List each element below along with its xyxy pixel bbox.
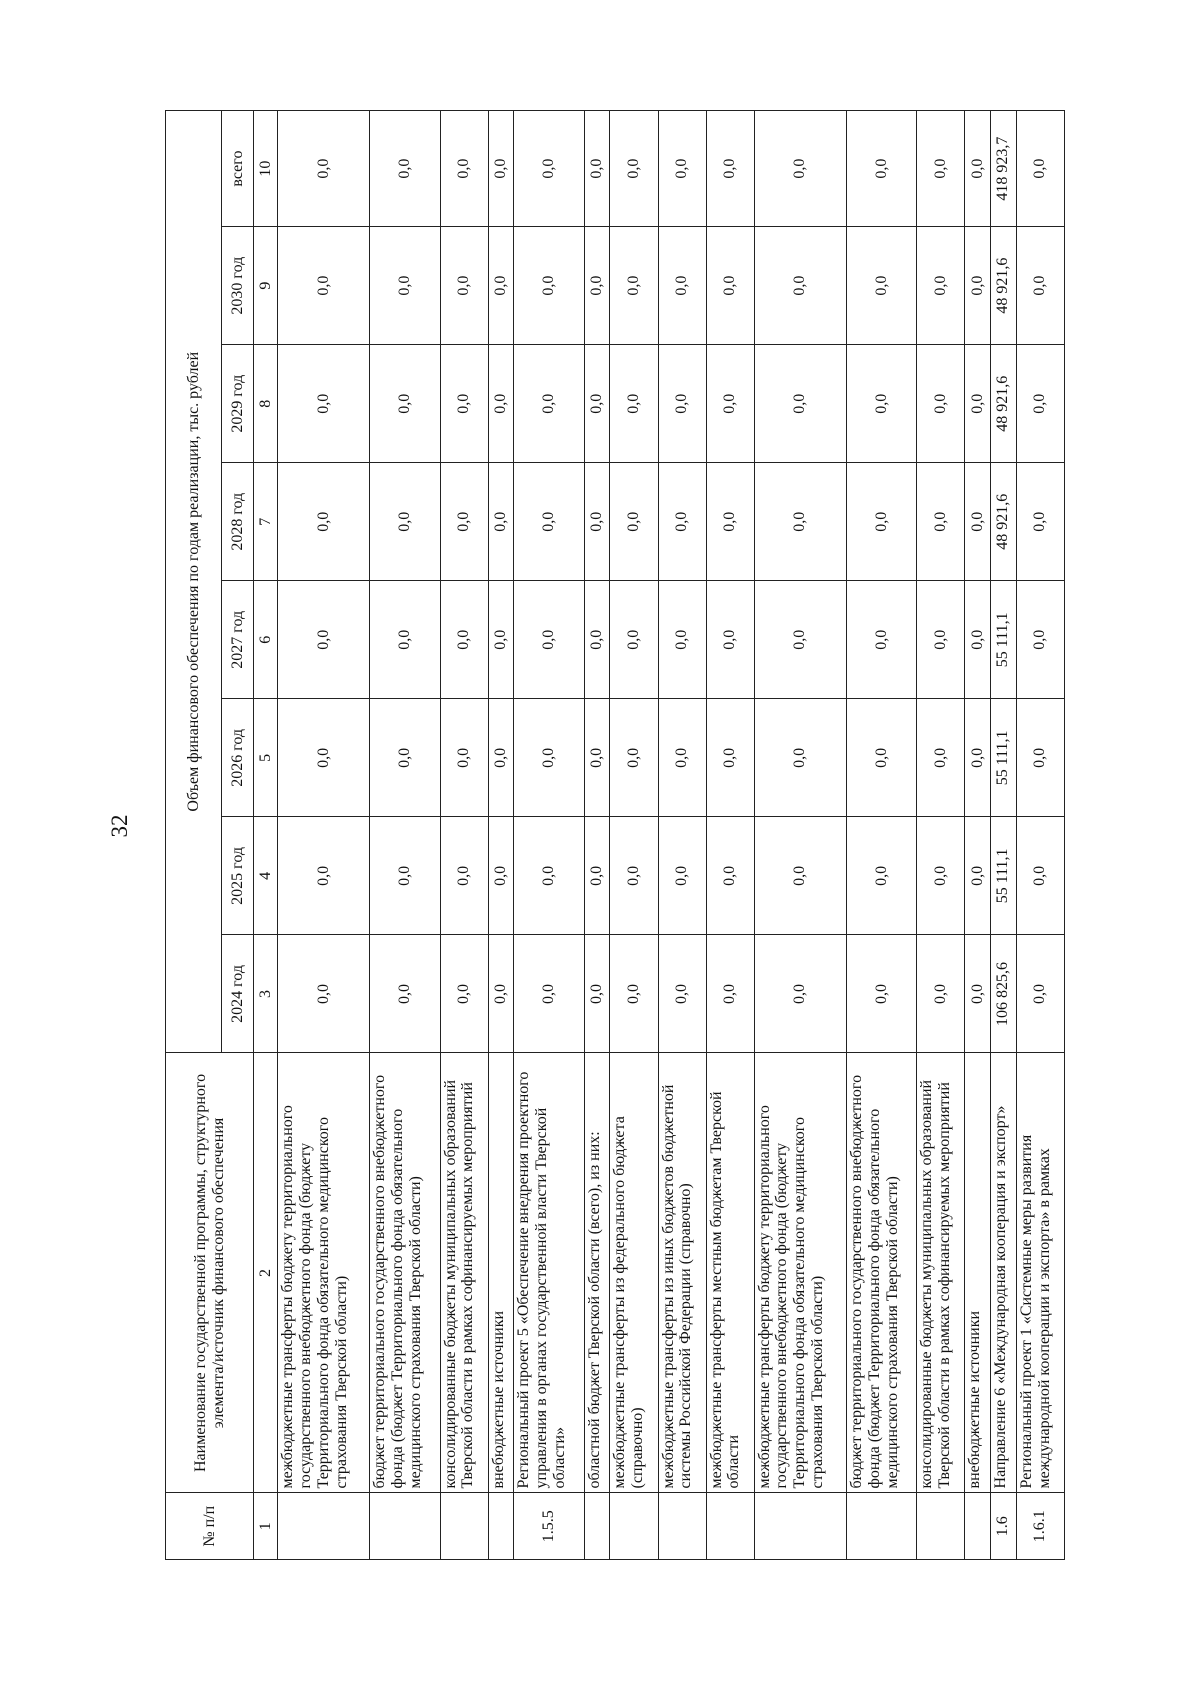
row-year-value: 0,0 (488, 227, 514, 345)
row-name: консолидированные бюджеты муниципальных образований Тверской области в рамках софинансируемых мероприятий (440, 1053, 488, 1493)
header-year: 2029 год (222, 345, 254, 463)
row-year-value: 0,0 (917, 935, 965, 1053)
row-year-value: 0,0 (846, 935, 916, 1053)
column-number: 2 (254, 1053, 278, 1493)
row-total-value: 0,0 (278, 111, 370, 227)
row-year-value: 0,0 (1016, 345, 1064, 463)
row-year-value: 0,0 (1016, 581, 1064, 699)
row-year-value: 0,0 (754, 345, 846, 463)
row-year-value: 0,0 (370, 699, 440, 817)
row-year-value: 0,0 (514, 227, 584, 345)
row-year-value: 0,0 (917, 227, 965, 345)
column-number: 4 (254, 817, 278, 935)
table-row (584, 111, 610, 1560)
row-year-value: 0,0 (846, 699, 916, 817)
row-year-value: 0,0 (584, 817, 610, 935)
row-year-value: 0,0 (1016, 227, 1064, 345)
row-year-value: 48 921,6 (990, 227, 1016, 345)
row-year-value: 0,0 (610, 699, 658, 817)
column-number: 10 (254, 111, 278, 227)
table-row (990, 111, 1016, 1560)
header-name: Наименование государственной программы, структурного элемента/источник финансового обеспечения (166, 1053, 254, 1493)
table-row (514, 111, 584, 1560)
row-total-value: 0,0 (754, 111, 846, 227)
row-number (440, 1493, 488, 1560)
row-year-value: 0,0 (917, 463, 965, 581)
table-rotation-frame (165, 110, 1065, 1560)
row-total-value: 0,0 (706, 111, 754, 227)
column-number: 1 (254, 1493, 278, 1560)
table-row (917, 111, 965, 1560)
row-year-value: 0,0 (1016, 699, 1064, 817)
table-row (278, 111, 370, 1560)
row-year-value: 0,0 (846, 345, 916, 463)
row-name: межбюджетные трансферты бюджету территориального государственного внебюджетного фонда (бюджету Территориального фонда обязательного медицинского страхования Тверской области) (754, 1053, 846, 1493)
row-total-value: 0,0 (1016, 111, 1064, 227)
row-number (370, 1493, 440, 1560)
row-name: межбюджетные трансферты из федерального бюджета (справочно) (610, 1053, 658, 1493)
row-name: внебюджетные источники (488, 1053, 514, 1493)
row-year-value: 0,0 (658, 463, 706, 581)
table-row (754, 111, 846, 1560)
row-total-value: 0,0 (917, 111, 965, 227)
column-number: 9 (254, 227, 278, 345)
row-name: межбюджетные трансферты местным бюджетам Тверской области (706, 1053, 754, 1493)
row-year-value: 0,0 (658, 699, 706, 817)
row-name: межбюджетные трансферты бюджету территориального государственного внебюджетного фонда (бюджету Территориального фонда обязательного медицинского страхования Тверской области) (278, 1053, 370, 1493)
table-row (440, 111, 488, 1560)
row-year-value: 0,0 (965, 817, 991, 935)
row-total-value: 0,0 (370, 111, 440, 227)
row-year-value: 0,0 (440, 581, 488, 699)
row-year-value: 0,0 (440, 935, 488, 1053)
header-total: всего (222, 111, 254, 227)
page-number: 32 (107, 814, 132, 838)
row-year-value: 0,0 (965, 227, 991, 345)
row-year-value: 0,0 (278, 699, 370, 817)
row-year-value: 0,0 (514, 699, 584, 817)
row-name: Региональный проект 5 «Обеспечение внедрения проектного управления в органах государственной власти Тверской области» (514, 1053, 584, 1493)
row-total-value: 0,0 (610, 111, 658, 227)
table-row (706, 111, 754, 1560)
row-number (706, 1493, 754, 1560)
row-year-value: 0,0 (278, 227, 370, 345)
row-year-value: 0,0 (706, 581, 754, 699)
row-name: бюджет территориального государственного внебюджетного фонда (бюджет Территориального фонда обязательного медицинского страхования Тверской области) (846, 1053, 916, 1493)
column-number: 7 (254, 463, 278, 581)
row-year-value: 0,0 (584, 581, 610, 699)
row-year-value: 0,0 (584, 345, 610, 463)
row-year-value: 0,0 (440, 699, 488, 817)
row-year-value: 0,0 (917, 345, 965, 463)
row-year-value: 0,0 (278, 345, 370, 463)
row-number (278, 1493, 370, 1560)
table-row (658, 111, 706, 1560)
column-number: 3 (254, 935, 278, 1053)
row-name: внебюджетные источники (965, 1053, 991, 1493)
row-number (658, 1493, 706, 1560)
row-year-value: 0,0 (917, 581, 965, 699)
row-year-value: 0,0 (965, 463, 991, 581)
row-year-value: 0,0 (278, 817, 370, 935)
row-name: Региональный проект 1 «Системные меры развития международной кооперации и экспорта» в рамках (1016, 1053, 1064, 1493)
row-year-value: 0,0 (846, 227, 916, 345)
row-number: 1.6.1 (1016, 1493, 1064, 1560)
row-year-value: 0,0 (965, 699, 991, 817)
row-name: Направление 6 «Международная кооперация и экспорт» (990, 1053, 1016, 1493)
row-total-value: 418 923,7 (990, 111, 1016, 227)
table-row (1016, 111, 1064, 1560)
row-year-value: 0,0 (370, 935, 440, 1053)
row-year-value: 0,0 (278, 581, 370, 699)
row-year-value: 0,0 (610, 345, 658, 463)
row-year-value: 0,0 (488, 581, 514, 699)
row-total-value: 0,0 (514, 111, 584, 227)
row-year-value: 0,0 (706, 463, 754, 581)
row-number (488, 1493, 514, 1560)
row-year-value: 0,0 (584, 935, 610, 1053)
row-year-value: 0,0 (846, 817, 916, 935)
row-year-value: 48 921,6 (990, 345, 1016, 463)
row-year-value: 106 825,6 (990, 935, 1016, 1053)
row-name: бюджет территориального государственного внебюджетного фонда (бюджет Территориального фонда обязательного медицинского страхования Тверской области) (370, 1053, 440, 1493)
row-total-value: 0,0 (658, 111, 706, 227)
row-number (846, 1493, 916, 1560)
row-year-value: 0,0 (514, 935, 584, 1053)
row-year-value: 0,0 (965, 345, 991, 463)
row-year-value: 0,0 (610, 227, 658, 345)
table-body (278, 111, 1065, 1560)
financing-table (165, 110, 1065, 1560)
row-year-value: 0,0 (706, 227, 754, 345)
header-year: 2027 год (222, 581, 254, 699)
row-year-value: 0,0 (610, 463, 658, 581)
row-total-value: 0,0 (584, 111, 610, 227)
row-year-value: 0,0 (488, 463, 514, 581)
row-total-value: 0,0 (965, 111, 991, 227)
header-year: 2028 год (222, 463, 254, 581)
header-num: № п/п (166, 1493, 254, 1560)
row-year-value: 0,0 (754, 817, 846, 935)
header-year: 2030 год (222, 227, 254, 345)
row-year-value: 0,0 (514, 345, 584, 463)
row-number (965, 1493, 991, 1560)
row-year-value: 0,0 (488, 699, 514, 817)
row-year-value: 0,0 (658, 817, 706, 935)
row-year-value: 0,0 (584, 227, 610, 345)
row-year-value: 0,0 (706, 935, 754, 1053)
row-year-value: 0,0 (706, 699, 754, 817)
row-year-value: 0,0 (1016, 463, 1064, 581)
row-year-value: 0,0 (754, 227, 846, 345)
row-year-value: 0,0 (965, 581, 991, 699)
row-year-value: 0,0 (754, 463, 846, 581)
row-number (584, 1493, 610, 1560)
column-number: 5 (254, 699, 278, 817)
row-total-value: 0,0 (440, 111, 488, 227)
row-year-value: 0,0 (488, 345, 514, 463)
row-year-value: 0,0 (754, 699, 846, 817)
row-year-value: 0,0 (754, 581, 846, 699)
row-year-value: 48 921,6 (990, 463, 1016, 581)
row-year-value: 0,0 (706, 345, 754, 463)
row-year-value: 0,0 (658, 581, 706, 699)
row-year-value: 0,0 (965, 935, 991, 1053)
header-year: 2025 год (222, 817, 254, 935)
row-number (917, 1493, 965, 1560)
row-year-value: 0,0 (514, 463, 584, 581)
row-total-value: 0,0 (846, 111, 916, 227)
row-year-value: 0,0 (917, 699, 965, 817)
row-year-value: 0,0 (278, 935, 370, 1053)
row-number: 1.6 (990, 1493, 1016, 1560)
row-year-value: 0,0 (658, 935, 706, 1053)
row-number (610, 1493, 658, 1560)
row-year-value: 0,0 (514, 581, 584, 699)
row-year-value: 0,0 (917, 817, 965, 935)
row-number: 1.5.5 (514, 1493, 584, 1560)
row-year-value: 0,0 (440, 463, 488, 581)
header-financing-group: Объем финансового обеспечения по годам реализации, тыс. рублей (166, 111, 222, 1053)
row-year-value: 0,0 (440, 345, 488, 463)
table-row (610, 111, 658, 1560)
column-numbers-row (254, 111, 278, 1560)
row-year-value: 0,0 (584, 699, 610, 817)
row-year-value: 55 111,1 (990, 699, 1016, 817)
row-year-value: 0,0 (440, 227, 488, 345)
row-name: межбюджетные трансферты из иных бюджетов бюджетной системы Российской Федерации (справочно) (658, 1053, 706, 1493)
row-year-value: 0,0 (370, 345, 440, 463)
row-year-value: 0,0 (610, 935, 658, 1053)
row-year-value: 0,0 (370, 227, 440, 345)
header-year: 2024 год (222, 935, 254, 1053)
table-row (488, 111, 514, 1560)
row-year-value: 0,0 (658, 227, 706, 345)
row-name: консолидированные бюджеты муниципальных образований Тверской области в рамках софинансируемых мероприятий (917, 1053, 965, 1493)
column-number: 6 (254, 581, 278, 699)
row-year-value: 0,0 (754, 935, 846, 1053)
table-wrapper (165, 110, 1065, 1560)
row-year-value: 0,0 (278, 463, 370, 581)
row-year-value: 0,0 (1016, 935, 1064, 1053)
row-year-value: 0,0 (370, 581, 440, 699)
row-year-value: 0,0 (370, 463, 440, 581)
row-year-value: 55 111,1 (990, 581, 1016, 699)
row-total-value: 0,0 (488, 111, 514, 227)
row-year-value: 0,0 (610, 581, 658, 699)
row-number (754, 1493, 846, 1560)
row-year-value: 0,0 (488, 935, 514, 1053)
row-year-value: 0,0 (846, 463, 916, 581)
table-row (846, 111, 916, 1560)
row-name: областной бюджет Тверской области (всего), из них: (584, 1053, 610, 1493)
table-row (965, 111, 991, 1560)
row-year-value: 0,0 (706, 817, 754, 935)
row-year-value: 0,0 (584, 463, 610, 581)
header-year: 2026 год (222, 699, 254, 817)
row-year-value: 0,0 (846, 581, 916, 699)
row-year-value: 0,0 (440, 817, 488, 935)
row-year-value: 55 111,1 (990, 817, 1016, 935)
row-year-value: 0,0 (658, 345, 706, 463)
row-year-value: 0,0 (610, 817, 658, 935)
row-year-value: 0,0 (514, 817, 584, 935)
table-header (166, 111, 278, 1560)
table-row (370, 111, 440, 1560)
row-year-value: 0,0 (1016, 817, 1064, 935)
row-year-value: 0,0 (370, 817, 440, 935)
row-year-value: 0,0 (488, 817, 514, 935)
column-number: 8 (254, 345, 278, 463)
